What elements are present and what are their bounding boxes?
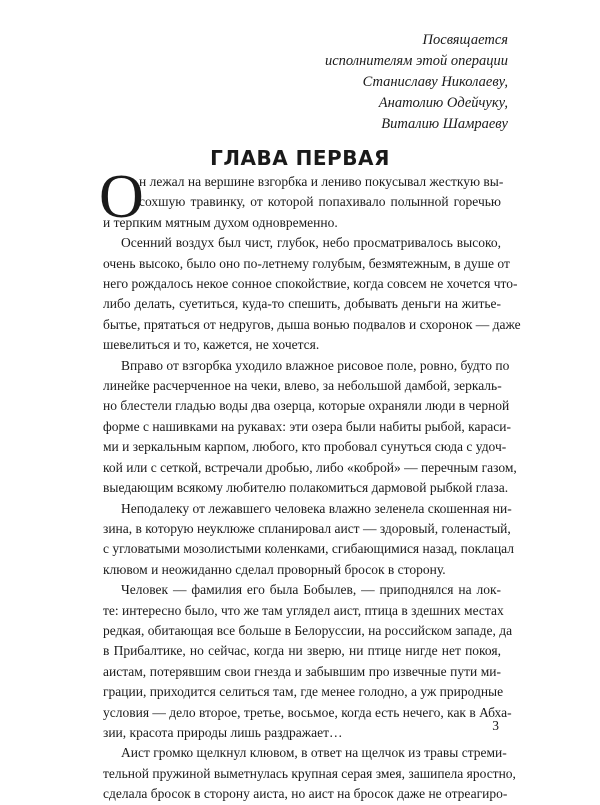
text-line: него рождалось некое сонное спокойствие, когда совсем не хочется что- <box>103 276 518 292</box>
dedication-line: Посвящается <box>422 32 508 48</box>
text-line: условия — дело второе, третье, восьмое, когда есть нечего, как в Абха- <box>103 704 512 720</box>
text-line: но блестели гладью воды два озерца, которые охраняли люди в черной <box>103 398 510 414</box>
text-line: бытье, прятаться от недругов, дыша вонью подвалов и схоронок — даже <box>103 316 521 332</box>
drop-cap: О <box>99 163 144 231</box>
text-line: н лежал на вершине взгорбка и лениво покусывал жесткую вы- <box>139 174 504 189</box>
text-line: клювом и неожиданно сделал проворный бросок в сторону. <box>103 561 446 577</box>
text-line: аистам, потерявшим свои гнезда и забывшим про извечные пути ми- <box>103 663 501 679</box>
text-line: сделала бросок в сторону аиста, но аист на бросок даже не отреагиро- <box>103 786 508 802</box>
text-line: ми и зеркальным карпом, любого, кто пробовал сунуться сюда с удоч- <box>103 439 507 455</box>
text-line: зии, красота природы лишь раздражает… <box>103 724 343 740</box>
text-line: и терпким мятным духом одновременно. <box>103 214 338 230</box>
text-line: Неподалеку от лежавшего человека влажно зеленела скошенная ни- <box>121 500 512 516</box>
text-line: сохшую травинку, от которой попахивало полынной горечью <box>139 194 501 210</box>
text-line: с угловатыми мозолистыми коленками, сгибающимися назад, поклацал <box>103 541 515 557</box>
text-line: те: интересно было, что же там углядел аист, птица в здешних местах <box>103 602 504 618</box>
text-line: либо делать, суетиться, куда-то спешить, добывать деньги на житье- <box>103 296 501 312</box>
dedication-line: Анатолию Одейчуку, <box>378 95 508 111</box>
dedication <box>325 30 508 135</box>
text-line: Аист громко щелкнул клювом, в ответ на щелчок из травы стреми- <box>121 745 507 761</box>
text-line: кой или с сеткой, встречали дробью, либо «коброй» — перечным газом, <box>103 459 517 475</box>
paragraph <box>103 743 516 804</box>
text-line: в Прибалтике, но сейчас, когда ни зверю, ни птице нигде нет покоя, <box>103 643 501 659</box>
dedication-line: исполнителям этой операции <box>324 53 508 69</box>
text-line: Вправо от взгорбка уходило влажное рисовое поле, ровно, будто по <box>121 357 510 373</box>
text-line: очень высоко, было оно по-летнему голубым, безмятежным, в душе от <box>103 255 510 271</box>
paragraph <box>103 233 521 355</box>
text-line: редкая, обитающая все больше в Белоруссии, на российском западе, да <box>103 622 513 638</box>
paragraph <box>103 172 504 233</box>
dedication-line: Виталию Шамраеву <box>381 116 508 132</box>
text-line: шевелиться и то, кажется, не хочется. <box>103 337 320 353</box>
dedication-line: Станиславу Николаеву, <box>362 74 508 90</box>
chapter-body <box>99 163 521 805</box>
text-line: тельной пружиной выметнулась крупная серая змея, зашипела яростно, <box>103 765 516 781</box>
text-line: грации, приходится селиться там, где менее голодно, а уж природные <box>103 684 504 700</box>
text-line: выедающим всякому любителю полакомиться дармовой рыбкой глаза. <box>103 480 509 496</box>
paragraph <box>103 580 513 743</box>
paragraph <box>103 356 517 499</box>
page-number: 3 <box>492 718 499 733</box>
paragraph <box>103 499 515 581</box>
text-line: Осенний воздух был чист, глубок, небо просматривалось высоко, <box>121 235 501 251</box>
chapter-title: ГЛАВА ПЕРВАЯ <box>210 146 390 170</box>
text-line: Человек — фамилия его была Бобылев, — приподнялся на лок- <box>121 582 501 598</box>
text-line: форме с нашивками на рукавах: эти озера были набиты рыбой, караси- <box>103 418 511 434</box>
text-line: зина, в которую неуклюже спланировал аист — здоровый, голенастый, <box>103 520 511 536</box>
text-line: линейке расчерченное на чеки, влево, за небольшой дамбой, зеркаль- <box>103 378 502 394</box>
